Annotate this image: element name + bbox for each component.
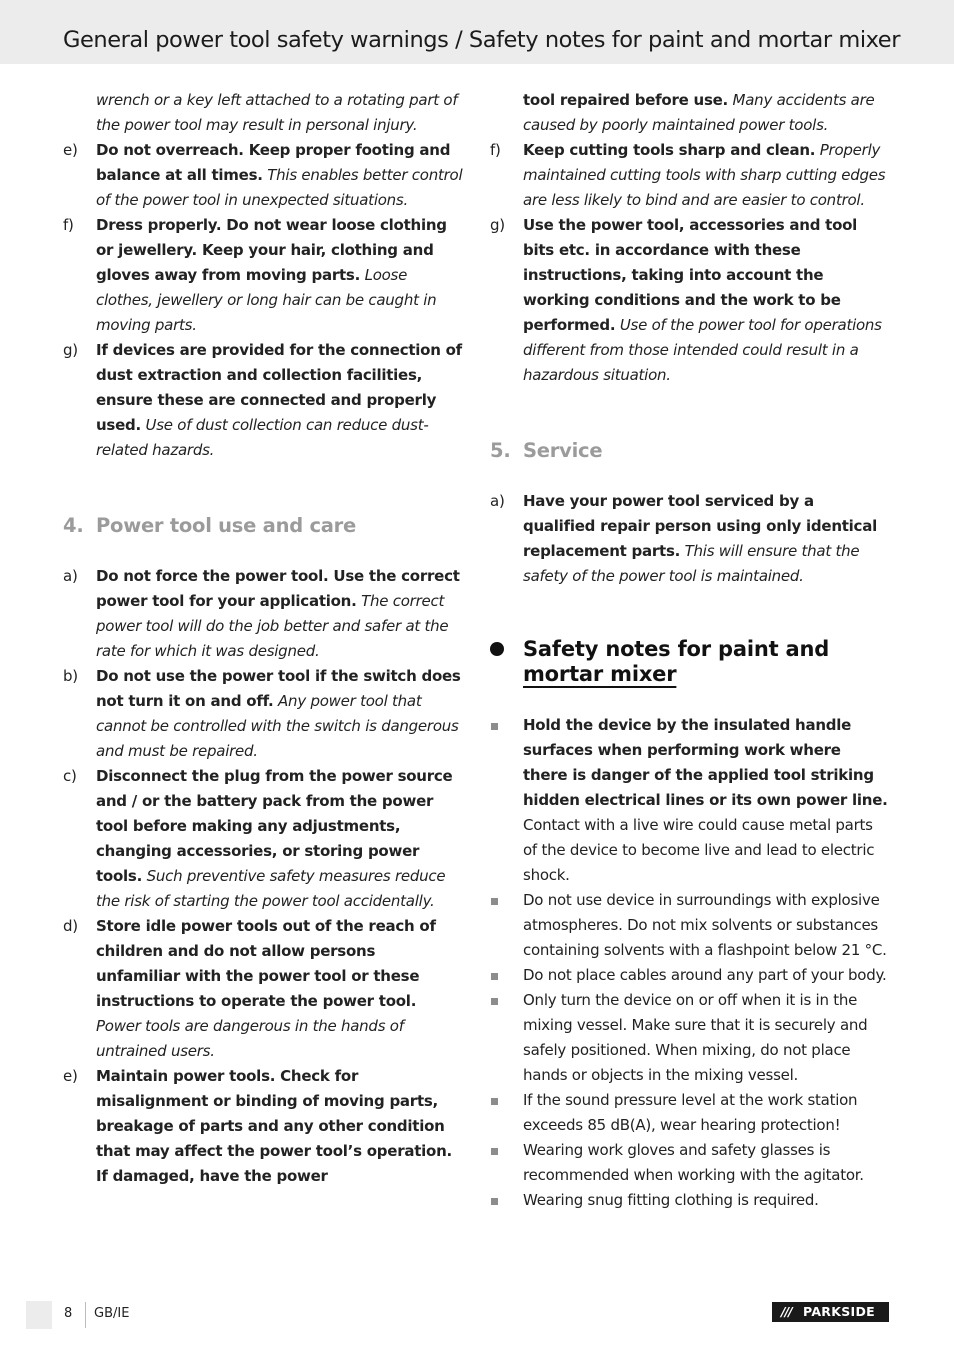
square-bullet-icon (491, 1148, 498, 1155)
safety-notes-heading: Safety notes for paint and mortar mixer (490, 637, 890, 687)
item-marker: c) (63, 767, 77, 785)
items-group-3 (63, 138, 463, 463)
square-bullet-icon (491, 1098, 498, 1105)
list-item-4b: b) Do not use the power tool if the switch does not turn it on and off. Any power tool that cannot be controlled with the switch is dangerous and must be repaired. (63, 664, 463, 764)
list-item-4g: g) Use the power tool, accessories and tool bits etc. in accordance with these instructions, taking into account the working conditions and the work to be performed. Use of the power tool for operations different from those intended could result in a hazardous situation. (490, 213, 890, 388)
page-title: General power tool safety warnings / Safety notes for paint and mortar mixer (63, 27, 900, 53)
square-bullet-icon (491, 998, 498, 1005)
parkside-logo (772, 1302, 889, 1322)
item-marker: d) (63, 917, 78, 935)
list-item: Only turn the device on or off when it is in the mixing vessel. Make sure that it is securely and safely positioned. When mixing, do not place hands or objects in the mixing vessel. (490, 988, 890, 1088)
page-header (0, 0, 954, 64)
item-marker: f) (490, 141, 501, 159)
item-marker: g) (63, 341, 78, 359)
section-number: 4. (63, 514, 84, 537)
square-bullet-icon (491, 973, 498, 980)
continued-text: wrench or a key left attached to a rotating part of the power tool may result in personal injury. (96, 91, 458, 134)
list-item-4e: e) Maintain power tools. Check for misalignment or binding of moving parts, breakage of parts and any other condition that may affect the power tool’s operation. If damaged, have the power (63, 1064, 463, 1189)
list-item-4c: c) Disconnect the plug from the power source and / or the battery pack from the power tool before making any adjustments, changing accessories, or storing power tools. Such preventive safety measures reduce the risk of starting the power tool accidentally. (63, 764, 463, 914)
square-bullet-icon (491, 1198, 498, 1205)
square-bullet-icon (491, 898, 498, 905)
logo-text: PARKSIDE (803, 1304, 875, 1319)
list-item: Hold the device by the insulated handle surfaces when performing work where there is danger of the applied tool striking hidden electrical lines or its own power line. Contact with a live wire could cause metal parts of the device to become live and lead to electric shock. (490, 713, 890, 888)
list-item-5a: a) Have your power tool serviced by a qualified repair person using only identical replacement parts. This will ensure that the safety of the power tool is maintained. (490, 489, 890, 589)
list-item: If the sound pressure level at the work station exceeds 85 dB(A), wear hearing protection! (490, 1088, 890, 1138)
item-marker: a) (490, 492, 505, 510)
list-item-4f: f) Keep cutting tools sharp and clean. Properly maintained cutting tools with sharp cutting edges are less likely to bind and are easier to control. (490, 138, 890, 213)
section-number: 5. (490, 439, 511, 462)
item-marker: e) (63, 1067, 78, 1085)
list-item: Do not place cables around any part of your body. (490, 963, 890, 988)
item-marker: f) (63, 216, 74, 234)
list-item-4a: a) Do not force the power tool. Use the correct power tool for your application. The correct power tool will do the job better and safer at the rate for which it was designed. (63, 564, 463, 664)
square-bullet-icon (491, 723, 498, 730)
item-marker: e) (63, 141, 78, 159)
section-heading-5 (490, 438, 890, 463)
item-marker: b) (63, 667, 78, 685)
section-heading-4 (63, 513, 463, 538)
list-item: Wearing snug fitting clothing is required. (490, 1188, 890, 1213)
right-column (490, 88, 890, 1213)
footer-marker-box (26, 1301, 52, 1329)
language-code: GB/IE (94, 1306, 130, 1321)
items-group-5 (490, 489, 890, 589)
list-item-3f: f) Dress properly. Do not wear loose clothing or jewellery. Keep your hair, clothing and gloves away from moving parts. Loose clothes, jewellery or long hair can be caught in moving parts. (63, 213, 463, 338)
safety-notes-list (490, 713, 890, 1213)
list-item-3e: e) Do not overreach. Keep proper footing and balance at all times. This enables better control of the power tool in unexpected situations. (63, 138, 463, 213)
list-item-3g: g) If devices are provided for the connection of dust extraction and collection facilities, ensure these are connected and properly used. Use of dust collection can reduce dust-related hazards. (63, 338, 463, 463)
continued-text: tool repaired before use. Many accidents are caused by poorly maintained power tools. (523, 91, 875, 134)
item-marker: g) (490, 216, 505, 234)
items-group-4-cont (490, 138, 890, 388)
item-marker: a) (63, 567, 78, 585)
bullet-dot-icon (490, 642, 504, 656)
left-column (63, 88, 463, 1189)
list-item-4d: d) Store idle power tools out of the reach of children and do not allow persons unfamiliar with the power tool or these instructions to operate the power tool. Power tools are dangerous in the hands of untrained users. (63, 914, 463, 1064)
section-title: Power tool use and care (96, 514, 357, 537)
list-item: Do not use device in surroundings with explosive atmospheres. Do not mix solvents or substances containing solvents with a flashpoint below 21 °C. (490, 888, 890, 963)
page-number: 8 (64, 1306, 73, 1321)
items-group-4 (63, 564, 463, 1189)
logo-stripes-icon: /// (781, 1304, 792, 1319)
footer-divider (85, 1302, 86, 1328)
section-title: Service (523, 439, 603, 462)
list-item: Wearing work gloves and safety glasses is recommended when working with the agitator. (490, 1138, 890, 1188)
